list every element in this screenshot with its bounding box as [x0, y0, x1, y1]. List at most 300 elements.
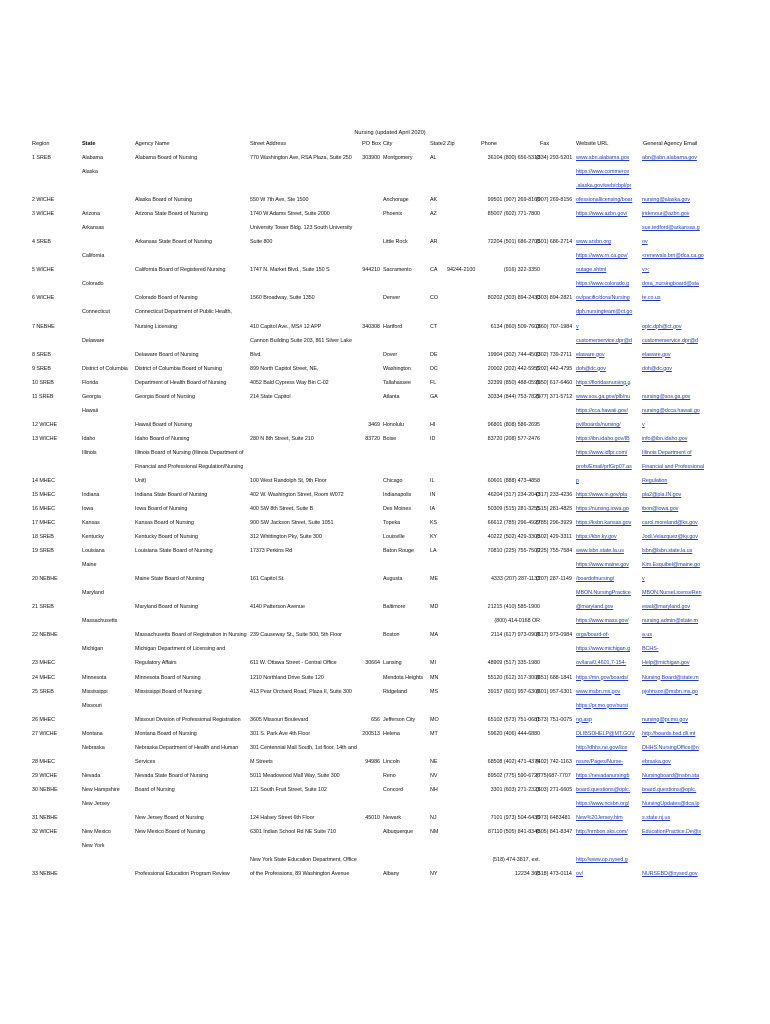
cell-website[interactable]: p	[576, 477, 579, 484]
cell-agency: Illinois Board of Nursing (Illinois Department of	[135, 449, 244, 456]
cell-email[interactable]: info@ibn.idaho.gov	[642, 435, 688, 442]
cell-website[interactable]: https://www.mass.gov/	[576, 618, 629, 625]
table-row	[0, 195, 770, 206]
cell-state: Maine	[82, 562, 97, 569]
cell-state: Nebraska	[82, 744, 105, 751]
cell-website[interactable]: www.lsbn.state.la.us	[576, 548, 624, 555]
table-row	[0, 855, 770, 866]
cell-agency: Department of Health Board of Nursing	[135, 379, 227, 386]
cell-website[interactable]: orgs/board-of-	[576, 632, 610, 639]
table-row	[0, 448, 770, 459]
cell-state2: LA	[430, 548, 437, 555]
cell-email[interactable]: Nursingboard@nsbn.sta	[642, 772, 700, 779]
table-row	[0, 504, 770, 515]
cell-region: 15 MHEC	[32, 492, 56, 498]
cell-email[interactable]: jridenour@azbn.gov	[642, 211, 690, 218]
cell-state: Illinois	[82, 449, 97, 456]
cell-state: District of Columbia	[82, 365, 128, 372]
cell-state: Montana	[82, 730, 103, 737]
table-row	[0, 602, 770, 613]
cell-email[interactable]: DHHS.NursingOffice@n	[642, 744, 699, 751]
cell-city: Baltimore	[383, 604, 406, 611]
cell-city: Jefferson City	[383, 716, 416, 723]
cell-email[interactable]: Illinois Department of	[642, 449, 692, 456]
cell-state: Alaska	[82, 169, 98, 175]
table-row	[0, 813, 770, 824]
cell-website[interactable]: dph.nursingteam@ct.go	[576, 309, 633, 316]
cell-email[interactable]: Help@michigan.gov	[642, 660, 690, 667]
cell-street: 899 North Capitol Street, NE,	[250, 365, 319, 372]
cell-email[interactable]: ebraska.gov	[642, 758, 671, 765]
cell-website[interactable]: https://pr.mo.gov/nursi	[576, 702, 628, 709]
cell-street: Blvd.	[250, 351, 262, 358]
cell-email[interactable]: http://boards.bsd.dli.mt	[642, 730, 696, 737]
cell-street: 6301 Indian School Rd NE Suite 710	[250, 828, 337, 835]
cell-region: 7 NEBHE	[32, 323, 55, 330]
cell-region: 8 SREB	[32, 351, 51, 358]
cell-website[interactable]: www.sos.ga.gov/plb/nu	[576, 393, 631, 400]
cell-email[interactable]: EducationPractice.De@s	[642, 828, 701, 835]
cell-email[interactable]: nursing@dcca.hawaii.go	[642, 407, 700, 414]
table-row	[0, 532, 770, 543]
table-row	[0, 434, 770, 445]
cell-email[interactable]: oplc.dph@ct.gov	[642, 323, 682, 330]
header-fax: Fax	[540, 141, 550, 147]
cell-region: 6 WICHE	[32, 295, 55, 302]
cell-email[interactable]: v	[642, 421, 645, 428]
header-website-url: Website URL	[576, 141, 609, 147]
cell-city: Montgomery	[383, 155, 413, 161]
cell-state: Mississippi	[82, 688, 108, 695]
cell-website[interactable]: /boardofnursing/	[576, 576, 615, 583]
cell-agency: Services	[135, 758, 156, 765]
cell-state2: MA	[430, 632, 438, 639]
table-row	[0, 392, 770, 403]
cell-website[interactable]: https://ibn.idaho.gov/IB	[576, 435, 630, 442]
cell-city: Augusta	[383, 576, 403, 583]
cell-pobox: 30664	[365, 660, 380, 667]
table-row	[0, 490, 770, 501]
cell-fax: (505) 841-8347	[536, 828, 573, 835]
cell-website[interactable]: ov/pacific/dora/Nursing	[576, 295, 630, 302]
cell-email[interactable]: <renewals.brn@dca.ca.go	[642, 253, 704, 260]
cell-email[interactable]: s.state.nj.us	[642, 814, 671, 821]
cell-region: 31 NEBHE	[32, 814, 58, 821]
table-row	[0, 265, 770, 276]
cell-city: Louisville	[383, 534, 405, 541]
cell-phone: 99501 (907) 269-8160	[487, 197, 540, 204]
cell-state: New Jersey	[82, 800, 110, 807]
cell-fax: (775)687-7707	[536, 772, 571, 779]
cell-street: of the Professions, 89 Washington Avenue	[250, 871, 350, 877]
header-state: State	[82, 141, 96, 147]
cell-website[interactable]: https://www.michigan.g	[576, 646, 631, 653]
cell-street: 301 Centennial Mall South, 1st floor, 14th and	[250, 744, 357, 751]
cell-fax: (334) 293-5201	[536, 155, 573, 161]
cell-street: 124 Halsey Street 6th Floor	[250, 814, 315, 821]
table-row	[0, 476, 770, 487]
cell-agency: Professional Education Program Review	[135, 871, 230, 877]
cell-state: Iowa	[82, 506, 94, 512]
cell-city: Dover	[383, 351, 398, 358]
cell-fax: (573) 751-0075	[536, 716, 573, 723]
header-po-box: PO Box	[362, 141, 381, 147]
cell-state2: DE	[430, 351, 438, 358]
cell-state2: AK	[430, 197, 438, 204]
cell-state: Georgia	[82, 393, 101, 400]
cell-phone: 60601 (888) 473-4858	[487, 477, 540, 484]
cell-fax: (617) 973-0984	[536, 632, 573, 639]
cell-phone: 3301 (603) 271-2323	[490, 786, 540, 793]
cell-website[interactable]: nsure/Pages/Nurse-	[576, 758, 624, 765]
cell-street: 100 West Randolph St, 9th Floor	[250, 477, 327, 484]
cell-region: 25 SREB	[32, 688, 54, 695]
cell-website[interactable]: https://www.colorado.g	[576, 281, 630, 288]
table-row	[0, 336, 770, 347]
cell-state2: GA	[430, 393, 438, 400]
cell-website[interactable]: https://nevadanursingb	[576, 772, 630, 779]
cell-website[interactable]: board.questions@oplc.	[576, 786, 631, 793]
cell-website[interactable]: doh@dc.gov	[576, 365, 606, 372]
cell-website[interactable]: ov/lara/0,4601,7-154-	[576, 660, 627, 667]
cell-state: Connecticut	[82, 309, 110, 316]
cell-email[interactable]: Kim.Esquibel@maine.go	[642, 562, 701, 569]
cell-phone: 21215 (410) 585-1900	[487, 604, 540, 611]
header-phone: Phone	[481, 141, 497, 147]
cell-email[interactable]: NURSEBD@nysed.gov	[642, 871, 698, 877]
cell-state2: AL	[430, 155, 437, 161]
cell-state: Minnesota	[82, 674, 107, 681]
cell-email[interactable]: nursing@sos.ga.gov	[642, 393, 691, 400]
cell-website[interactable]: www.msbn.ms.gov	[576, 688, 621, 695]
cell-region: 13 WICHE	[32, 435, 58, 442]
cell-email[interactable]: doh@dc.gov	[642, 365, 672, 372]
cell-email[interactable]: MBON.NurseLicenseRen	[642, 590, 702, 597]
cell-phone: 40222 (502) 429-3300	[487, 534, 540, 541]
table-row	[0, 673, 770, 684]
cell-phone: 20002 (202) 442-5955	[487, 365, 540, 372]
cell-region: 30 NEBHE	[32, 786, 58, 793]
cell-website[interactable]: ov/	[576, 871, 584, 877]
table-row	[0, 364, 770, 375]
cell-email[interactable]: ov	[642, 239, 648, 246]
cell-fax: (850) 617-6460	[536, 379, 573, 386]
cell-website[interactable]: https://www.azbn.gov/	[576, 211, 628, 218]
cell-pobox: 45010	[365, 814, 380, 821]
table-row	[0, 841, 770, 852]
cell-website[interactable]: https://kbn.ky.gov	[576, 534, 617, 541]
cell-website[interactable]: http://dhhs.ne.gov/lice	[576, 744, 628, 751]
cell-state: Colorado	[82, 281, 104, 288]
cell-fax: (860) 707-1984	[536, 323, 573, 330]
cell-agency: Board of Nursing	[135, 786, 175, 793]
cell-city: Ridgeland	[383, 688, 407, 695]
cell-pobox: 94986	[365, 758, 380, 765]
table-row	[0, 799, 770, 810]
cell-state2: ME	[430, 576, 438, 583]
table-row	[0, 279, 770, 290]
table-row	[0, 757, 770, 768]
cell-agency: New Mexico Board of Nursing	[135, 828, 205, 835]
cell-state2: CT	[430, 323, 438, 330]
cell-street: 17373 Perkins Rd	[250, 548, 293, 555]
cell-city: Albuquerque	[383, 828, 414, 835]
cell-street: 312 Whittington Pky, Suite 300	[250, 534, 322, 541]
cell-street: 214 State Capitol	[250, 393, 291, 400]
cell-fax: (303) 894-2821	[536, 295, 573, 302]
cell-email[interactable]: BCHS-	[642, 646, 659, 653]
cell-street: 1210 Northland Drive Suite 120	[250, 674, 324, 681]
cell-city: Des Moines	[383, 506, 411, 512]
table-row	[0, 869, 770, 880]
cell-agency: Arkansas State Board of Nursing	[135, 239, 212, 246]
cell-website[interactable]: MBON.NursingPractice	[576, 590, 631, 597]
cell-region: 23 MHEC	[32, 660, 56, 667]
cell-website[interactable]: https://floridasnursing.g	[576, 379, 631, 386]
cell-city: Hartford	[383, 323, 403, 330]
cell-website[interactable]: https://www.maine.gov	[576, 562, 629, 569]
cell-region: 26 MHEC	[32, 716, 56, 723]
cell-state2: NH	[430, 786, 438, 793]
cell-agency: Maryland Board of Nursing	[135, 604, 198, 611]
cell-agency: Nursing Licensing	[135, 323, 177, 330]
cell-street: 1747 N. Market Blvd., Suite 150 S	[250, 267, 330, 274]
cell-website[interactable]: outage.shtml	[576, 267, 607, 274]
cell-email[interactable]: v>;	[642, 267, 650, 274]
cell-email[interactable]: abn@abn.alabama.gov	[642, 155, 697, 161]
cell-email[interactable]: ibon@iowa.gov	[642, 506, 679, 512]
cell-street: 1740 W Adams Street, Suite 2000	[250, 211, 330, 218]
cell-city: Topeka	[383, 520, 401, 526]
cell-phone: 70810 (225) 755-7500	[487, 548, 540, 555]
cell-state2: CO	[430, 295, 438, 302]
cell-state: New Hampshire	[82, 786, 120, 793]
cell-website[interactable]: https://www.ncsbn.org/	[576, 800, 630, 807]
cell-agency: Alabama Board of Nursing	[135, 155, 198, 161]
cell-phone: 12234 360	[514, 871, 540, 877]
cell-website[interactable]: www.abn.alabama.gov	[576, 155, 630, 161]
cell-pobox: 340308	[362, 323, 380, 330]
cell-street: 900 SW Jackson Street, Suite 1051	[250, 520, 334, 526]
cell-state: Missouri	[82, 702, 102, 709]
cell-fax: (973) 6483481	[536, 814, 571, 821]
cell-email[interactable]: nursing@alaska.gov	[642, 197, 691, 204]
cell-agency: District of Columbia Board of Nursing	[135, 365, 222, 372]
table-row	[0, 223, 770, 234]
cell-agency: Unit)	[135, 477, 147, 484]
cell-email[interactable]: dora_nursingboard@sta	[642, 281, 699, 288]
table-row	[0, 546, 770, 557]
cell-pobox: 200513	[362, 730, 380, 737]
cell-email[interactable]: ewal@maryland.gov	[642, 604, 691, 611]
cell-city: Reno	[383, 772, 396, 779]
cell-email[interactable]: Regulation	[642, 477, 668, 484]
cell-email[interactable]: Jodi.Velazquez@ky.gov	[642, 534, 698, 541]
cell-region: 4 SREB	[32, 239, 51, 246]
table-row	[0, 153, 770, 164]
cell-region: 33 NEBHE	[32, 871, 58, 877]
cell-phone: 32399 (850) 488-0595	[487, 379, 540, 386]
cell-agency: Connecticut Department of Public Health,	[135, 309, 232, 316]
cell-fax: (651) 688-1841	[536, 674, 573, 681]
table-row	[0, 181, 770, 192]
table-row	[0, 406, 770, 417]
cell-email[interactable]: customerservice.dpr@d	[642, 337, 698, 344]
cell-email[interactable]: pla2@pla.IN.gov	[642, 492, 682, 498]
cell-website[interactable]: http://nmbon.sks.com/	[576, 828, 628, 835]
cell-city: Lincoln	[383, 758, 400, 765]
cell-email[interactable]: nursing.admin@state.m	[642, 618, 698, 625]
table-row	[0, 771, 770, 782]
cell-state2: NV	[430, 772, 438, 779]
cell-city: Sacramento	[383, 267, 412, 274]
table-row	[0, 167, 770, 178]
cell-website[interactable]: https://mn.gov/boards/	[576, 674, 629, 681]
cell-email[interactable]: nursing@pr.mo.gov	[642, 716, 688, 723]
cell-agency: Iowa Board of Nursing	[135, 506, 188, 512]
cell-website[interactable]: https://nursing.iowa.go	[576, 506, 629, 512]
cell-phone: 55120 (612) 317-3000	[487, 674, 540, 681]
table-row	[0, 743, 770, 754]
cell-website[interactable]: https://ksbn.kansas.gov	[576, 520, 632, 526]
header-row	[0, 139, 770, 150]
cell-agency: Kentucky Board of Nursing	[135, 534, 198, 541]
table-row	[0, 785, 770, 796]
cell-website[interactable]: ng.asp	[576, 716, 592, 723]
cell-street: 280 N 8th Street, Suite 210	[250, 435, 314, 442]
cell-region: 19 SREB	[32, 548, 54, 555]
cell-street: 161 Capitol St.	[250, 576, 285, 583]
cell-state2: MN	[430, 674, 439, 681]
cell-city: Concord	[383, 786, 404, 793]
table-row	[0, 644, 770, 655]
cell-website[interactable]: www.arsbn.org	[576, 239, 612, 246]
cell-fax: (225) 755-7584	[536, 548, 573, 555]
cell-email[interactable]: te.co.us	[642, 295, 661, 302]
cell-fax: (785) 296-3929	[536, 520, 573, 526]
cell-street: Cannon Building Suite 203, 861 Silver Lake	[250, 337, 352, 344]
cell-website[interactable]: DLIBSDHELP@MT.GOV	[576, 730, 635, 737]
table-row	[0, 687, 770, 698]
cell-region: 21 SREB	[32, 604, 54, 611]
cell-agency: Colorado Board of Nursing	[135, 295, 198, 302]
header-general-agency-email: General Agency Email	[643, 141, 698, 147]
cell-agency: Missouri Division of Professional Registration	[135, 716, 241, 723]
cell-email[interactable]: sue.tedford@arkansas.g	[642, 225, 700, 232]
cell-website[interactable]: profs/Email/prfGrp07.as	[576, 463, 632, 470]
cell-state: Hawaii	[82, 407, 98, 414]
cell-region: 24 MHEC	[32, 674, 56, 681]
cell-street: 4052 Bald Cypress Way Bin C-02	[250, 379, 329, 386]
cell-website[interactable]: @maryland.gov	[576, 604, 614, 611]
cell-street: 301 S. Park Ave 4th Floor	[250, 730, 311, 737]
cell-phone: 85007 (602) 771-7800	[487, 211, 540, 218]
cell-street: 5011 Meadowood Mall Way, Suite 300	[250, 772, 340, 779]
cell-phone: 50309 (515) 281-3255	[487, 506, 540, 512]
cell-fax: (877) 371-5712	[536, 393, 573, 400]
cell-email[interactable]: Financial and Professional	[642, 463, 704, 470]
cell-agency: Minnesota Board of Nursing	[135, 674, 201, 681]
cell-state2: MD	[430, 604, 439, 611]
table-row	[0, 350, 770, 361]
cell-fax: (907) 269-8156	[536, 197, 573, 204]
cell-email[interactable]: NursingUpdates@dca.lp	[642, 800, 700, 807]
cell-website[interactable]: New%20Jersey.htm	[576, 814, 623, 821]
cell-email[interactable]: a.us	[642, 632, 652, 639]
cell-website[interactable]: https://www.in.gov/pla	[576, 492, 628, 498]
cell-street: 770 Washington Ave, RSA Plaza, Suite 250	[250, 155, 352, 161]
cell-state: New Mexico	[82, 828, 111, 835]
cell-phone: (518) 474-3817, ext.	[492, 857, 540, 863]
cell-agency: Michigan Department of Licensing and	[135, 646, 226, 653]
cell-state: Arizona	[82, 211, 100, 218]
cell-email[interactable]: board.questions@oplc.	[642, 786, 697, 793]
cell-phone: 59620 (406) 444-6880	[487, 730, 540, 737]
cell-city: Newark	[383, 814, 401, 821]
cell-website[interactable]: https://www.idfpr.com/	[576, 449, 628, 456]
cell-state: Alabama	[82, 155, 103, 161]
cell-region: 9 SREB	[32, 365, 51, 372]
cell-state: Kentucky	[82, 534, 104, 541]
cell-website[interactable]: http://www.op.nysed.g	[576, 857, 628, 863]
cell-email[interactable]: pjohnson@msbn.ms.go	[642, 688, 698, 695]
table-row	[0, 518, 770, 529]
cell-website[interactable]: v	[576, 323, 579, 330]
cell-website[interactable]: elaware.gov	[576, 351, 605, 358]
cell-phone: 30334 (844) 753-7825	[487, 393, 540, 400]
cell-agency: Montana Board of Nursing	[135, 730, 197, 737]
cell-state2: KS	[430, 520, 438, 526]
cell-website[interactable]: pvl/boards/nursing/	[576, 421, 621, 428]
cell-fax: (502) 429-3311	[536, 534, 572, 541]
cell-state2: MS	[430, 688, 438, 695]
cell-website[interactable]: https://cca.hawaii.gov/	[576, 407, 628, 414]
header-region: Region	[32, 141, 50, 147]
cell-pobox: 944210	[362, 267, 380, 274]
cell-state: California	[82, 253, 105, 260]
cell-website[interactable]: .alaska.gov/web/cbpl/pr	[576, 183, 632, 190]
cell-state: Arkansas	[82, 225, 105, 232]
cell-street: 550 W 7th Ave, Ste 1500	[250, 197, 309, 204]
cell-phone: 72204 (501) 686-2700	[487, 239, 540, 246]
cell-website[interactable]: https://www.commerce	[576, 169, 630, 175]
cell-state2: CA	[430, 267, 438, 274]
cell-pobox: 656	[371, 716, 380, 723]
cell-fax: (302) 739-2711	[536, 351, 572, 358]
cell-street: New York State Education Department, Office	[250, 857, 357, 863]
cell-website[interactable]: ofessionallicensing/boar	[576, 197, 633, 204]
cell-phone: 39157 (601) 957-6300	[487, 688, 540, 695]
cell-email[interactable]: elaware.gov	[642, 351, 671, 358]
cell-email[interactable]: carol.moreland@ks.gov	[642, 520, 698, 526]
table-row	[0, 322, 770, 333]
cell-phone: (916) 322-3350	[503, 267, 540, 274]
cell-state2: AZ	[430, 211, 437, 218]
cell-website[interactable]: customerservice.dpr@d	[576, 337, 632, 344]
cell-state2: NJ	[430, 814, 437, 821]
cell-city: Helena	[383, 730, 400, 737]
cell-agency: Massachusetts Board of Registration in Nursing	[135, 632, 247, 639]
cell-state2: KY	[430, 534, 438, 541]
cell-email[interactable]: lsbn@lsbn.state.la.us	[642, 548, 693, 555]
cell-website[interactable]: https://www.rn.ca.gov/	[576, 253, 628, 260]
cell-email[interactable]: Nursing.Board@state.m	[642, 674, 699, 681]
cell-phone: 46204 (317) 234-2043	[487, 492, 540, 498]
cell-phone: 7101 (973) 504-6430	[490, 814, 540, 821]
cell-email[interactable]: v	[642, 576, 645, 583]
header-agency-name: Agency Name	[135, 141, 170, 147]
cell-fax: (501) 686-2714	[536, 239, 573, 246]
